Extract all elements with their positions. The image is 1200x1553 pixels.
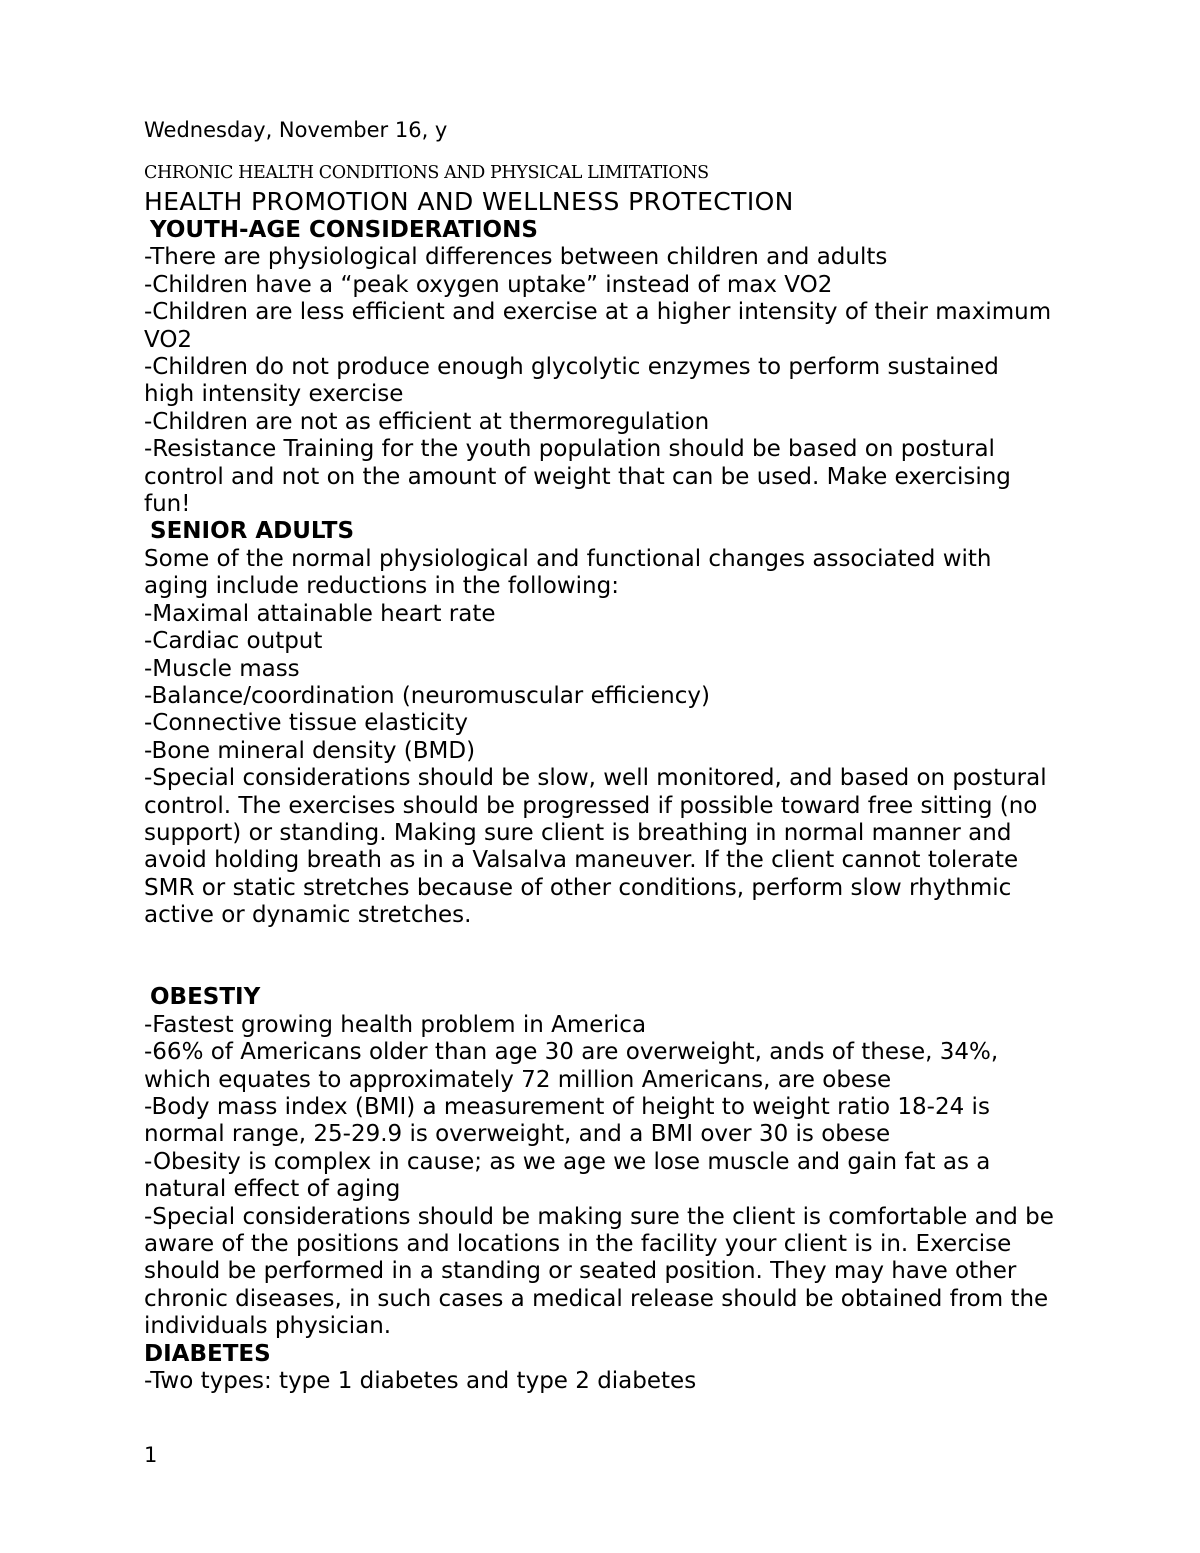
obesity-heading: OBESTIY	[150, 984, 261, 1011]
obesity-item: -Obesity is complex in cause; as we age we lose muscle and gain fat as a natural effect of aging	[144, 1148, 991, 1203]
paragraph-spacer	[144, 930, 1054, 985]
youth-item: -There are physiological differences between children and adults	[144, 244, 888, 271]
obesity-item: -Body mass index (BMI) a measurement of height to weight ratio 18-24 is normal range, 25-29.9 is overweight, and a BMI over 30 is obese	[144, 1093, 990, 1148]
seniors-item: -Maximal attainable heart rate	[144, 600, 496, 627]
seniors-item: -Connective tissue elasticity	[144, 710, 468, 737]
document-body	[144, 160, 1054, 1395]
obesity-item: -Special considerations should be making sure the client is comfortable and be aware of the positions and locations in the facility your client is in. Exercise should be performed in a standing or seated position. They may have other chronic diseases, in such cases a medical release should be obtained from the individuals physician.	[144, 1203, 1054, 1340]
seniors-item: -Balance/coordination (neuromuscular efficiency)	[144, 682, 710, 709]
seniors-item: -Muscle mass	[144, 655, 300, 682]
seniors-item: -Special considerations should be slow, well monitored, and based on postural control. The exercises should be progressed if possible toward free sitting (no support) or standing. Making sure client is breathing in normal manner and avoid holding breath as in a Valsalva maneuver. If the client cannot tolerate SMR or static stretches because of other conditions, perform slow rhythmic active or dynamic stretches.	[144, 765, 1047, 929]
youth-item: -Children are less efficient and exercise at a higher intensity of their maximum VO2	[144, 299, 1052, 353]
seniors-heading: SENIOR ADULTS	[150, 518, 355, 545]
youth-item: -Children have a “peak oxygen uptake” instead of max VO2	[144, 271, 833, 298]
youth-item: -Children do not produce enough glycolytic enzymes to perform sustained high intensity exercise	[144, 354, 999, 408]
obesity-item: -66% of Americans older than age 30 are overweight, ands of these, 34%, which equates to approximately 72 million Americans, are obese	[144, 1039, 999, 1093]
page-number: 1	[144, 1443, 158, 1467]
youth-item: -Children are not as efficient at thermoregulation	[144, 408, 710, 435]
unit-title: HEALTH PROMOTION AND WELLNESS PROTECTION	[144, 187, 794, 216]
course-title: CHRONIC HEALTH CONDITIONS AND PHYSICAL LIMITATIONS	[144, 163, 709, 183]
date-header: Wednesday, November 16, y	[144, 118, 448, 142]
seniors-intro: Some of the normal physiological and functional changes associated with aging include reductions in the following:	[144, 545, 992, 600]
diabetes-heading: DIABETES	[144, 1340, 271, 1367]
obesity-item: -Fastest growing health problem in America	[144, 1011, 647, 1038]
youth-heading: YOUTH-AGE CONSIDERATIONS	[150, 217, 538, 243]
youth-item: -Resistance Training for the youth population should be based on postural control and not on the amount of weight that can be used. Make exercising fun!	[144, 436, 1011, 518]
seniors-item: -Cardiac output	[144, 628, 323, 655]
diabetes-item: -Two types: type 1 diabetes and type 2 diabetes	[144, 1368, 697, 1395]
seniors-item: -Bone mineral density (BMD)	[144, 737, 476, 764]
